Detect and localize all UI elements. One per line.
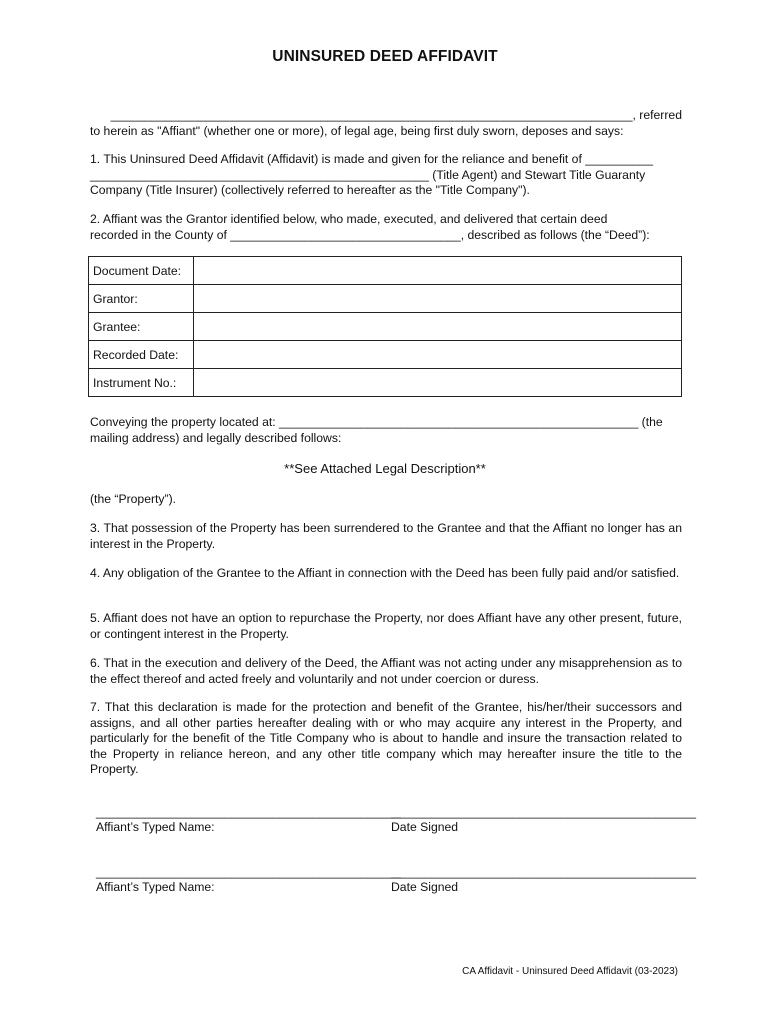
recorded-date-label: Recorded Date: <box>89 341 194 369</box>
recorded-date-field[interactable] <box>194 341 682 369</box>
paragraph-5: 5. Affiant does not have an option to repurchase the Property, nor does Affiant have any other present, future, or contingent interest in the Property. <box>90 611 682 641</box>
document-footer: CA Affidavit - Uninsured Deed Affidavit (03-2023) <box>462 966 678 977</box>
document-title: UNINSURED DEED AFFIDAVIT <box>272 48 498 65</box>
grantee-label: Grantee: <box>89 313 194 341</box>
the-property-text: (the “Property”). <box>90 492 177 506</box>
paragraph-4: 4. Any obligation of the Grantee to the Affiant in connection with the Deed has been fully paid and/or satisfied. <box>90 566 680 580</box>
intro-text: to herein as "Affiant" (whether one or more), of legal age, being first duly sworn, deposes and says: <box>90 123 624 138</box>
document-date-label: Document Date: <box>89 257 194 285</box>
table-row <box>89 285 682 313</box>
property-address-blank[interactable]: Conveying the property located at: _____________________________________________________ (the <box>90 415 663 429</box>
signature-line[interactable]: _____________________________________________ <box>96 805 402 819</box>
date-line[interactable]: _____________________________________________ <box>391 805 697 819</box>
paragraph-2-line-1: 2. Affiant was the Grantor identified below, who made, executed, and delivered that certain deed <box>90 212 608 226</box>
table-row <box>89 257 682 285</box>
table-row <box>89 313 682 341</box>
grantor-field[interactable] <box>194 285 682 313</box>
deed-info-table <box>88 256 682 397</box>
date-signed-label: Date Signed <box>391 820 459 834</box>
paragraph-1-line-3: Company (Title Insurer) (collectively referred to hereafter as the "Title Company"). <box>90 183 530 198</box>
conveying-line-2: mailing address) and legally described follows: <box>90 430 342 445</box>
paragraph-1 <box>90 152 682 199</box>
signature-block-1-name <box>96 805 401 835</box>
title-agent-blank[interactable]: __________________________________________________ (Title Agent) and Stewart Title Guaranty <box>90 167 646 182</box>
instrument-no-label: Instrument No.: <box>89 369 194 397</box>
signature-block-2-name <box>96 865 401 895</box>
table-row <box>89 341 682 369</box>
paragraph-1-line-1: 1. This Uninsured Deed Affidavit (Affidavit) is made and given for the reliance and benefit of __________ <box>90 152 654 166</box>
signature-line[interactable]: _____________________________________________ <box>96 865 402 879</box>
intro-paragraph <box>90 108 682 139</box>
date-line[interactable]: _____________________________________________ <box>391 865 697 879</box>
paragraph-7: 7. That this declaration is made for the protection and benefit of the Grantee, his/her/their successors and assigns, and all other parties hereafter dealing with or who may acquire any interest in the Property, and particularly for the benefit of the Title Company who is about to handle and insure the transaction related to the Property in reliance hereon, and any other title company which may hereafter insure the title to the Property. <box>90 700 682 777</box>
affiant-typed-name-label: Affiant’s Typed Name: <box>96 820 215 834</box>
paragraph-3: 3. That possession of the Property has been surrendered to the Grantee and that the Affiant no longer has an interest in the Property. <box>90 521 682 551</box>
instrument-no-field[interactable] <box>194 369 682 397</box>
see-attached-legal-description: **See Attached Legal Description** <box>284 461 486 476</box>
conveying-paragraph <box>90 415 682 446</box>
grantee-field[interactable] <box>194 313 682 341</box>
signature-block-2-date <box>391 865 696 895</box>
paragraph-2 <box>90 212 682 243</box>
signature-block-1-date <box>391 805 696 835</box>
date-signed-label: Date Signed <box>391 880 459 894</box>
document-date-field[interactable] <box>194 257 682 285</box>
county-blank[interactable]: recorded in the County of __________________________________, described as follows (the “Deed”): <box>90 227 650 242</box>
table-row <box>89 369 682 397</box>
affiant-name-blank[interactable]: _____________________________________________________________________________, referred <box>110 108 682 122</box>
affiant-typed-name-label: Affiant’s Typed Name: <box>96 880 215 894</box>
grantor-label: Grantor: <box>89 285 194 313</box>
paragraph-6: 6. That in the execution and delivery of the Deed, the Affiant was not acting under any misapprehension as to the effect thereof and acted freely and voluntarily and not under coercion or duress. <box>90 656 682 686</box>
